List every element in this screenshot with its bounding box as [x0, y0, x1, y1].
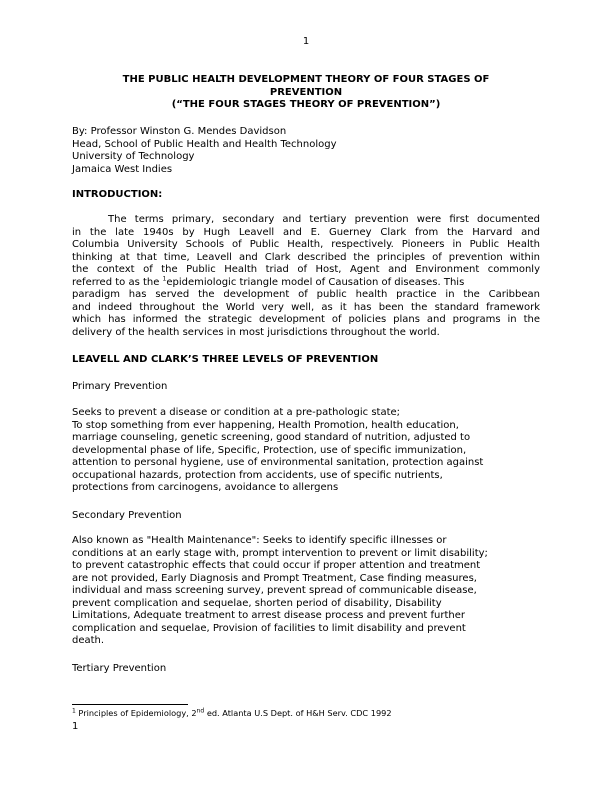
introduction-heading: INTRODUCTION:: [72, 189, 163, 200]
intro-line: in the late 1940s by Hugh Leavell and E. Guerney Clark from the Harvard and: [72, 226, 540, 238]
secondary-line: to prevent catastrophic effects that could occur if proper attention and treatment: [72, 560, 481, 571]
document-title: [90, 74, 522, 112]
title-line-3: (“THE FOUR STAGES THEORY OF PREVENTION”): [171, 99, 441, 110]
intro-line: the context of the Public Health triad of Host, Agent and Environment commonly: [72, 264, 540, 275]
secondary-line: complication and sequelae, Provision of facilities to limit disability and prevent: [72, 622, 466, 634]
secondary-prevention-paragraph: [72, 535, 540, 648]
footnote-text-b: ed. Atlanta U.S Dept. of H&H Serv. CDC 1992: [204, 708, 392, 718]
page-number-bottom: 1: [72, 721, 79, 732]
secondary-line: conditions at an early stage with, prompt intervention to prevent or limit disability;: [72, 547, 488, 559]
intro-line: and indeed throughout the World very well, as it has been the standard framework: [72, 301, 540, 313]
title-line-2: PREVENTION: [269, 86, 343, 98]
secondary-line: death.: [72, 635, 105, 646]
primary-line: To stop something from ever happening, Health Promotion, health education,: [72, 419, 459, 431]
intro-line: The terms primary, secondary and tertiary prevention were first documented: [108, 214, 540, 225]
intro-line-rest: epidemiologic triangle model of Causation of diseases. This: [166, 276, 465, 288]
primary-line: protections from carcinogens, avoidance to allergens: [72, 482, 339, 493]
levels-heading: LEAVELL AND CLARK’S THREE LEVELS OF PREVENTION: [72, 354, 379, 365]
author-location: Jamaica West Indies: [72, 163, 173, 175]
introduction-paragraph: [72, 214, 540, 339]
intro-line: thinking at that time, Leavell and Clark described the principles of prevention within: [72, 251, 540, 263]
secondary-line: prevent complication and sequelae, shorten period of disability, Disability: [72, 597, 442, 609]
secondary-line: individual and mass screening survey, prevent spread of communicable disease,: [72, 585, 477, 596]
author-position: Head, School of Public Health and Health Technology: [72, 138, 337, 150]
primary-prevention-paragraph: [72, 407, 540, 495]
intro-line: paradigm has served the development of public health practice in the Caribbean: [72, 289, 540, 300]
secondary-prevention-label: Secondary Prevention: [72, 510, 182, 521]
primary-line: Seeks to prevent a disease or condition at a pre-pathologic state;: [72, 407, 401, 418]
author-block: [72, 126, 337, 176]
intro-line: which has informed the strategic development of policies plans and programs in the: [72, 314, 540, 325]
secondary-line: Limitations, Adequate treatment to arrest disease process and prevent further: [72, 610, 465, 621]
footnote-text-a: Principles of Epidemiology, 2: [75, 708, 197, 718]
tertiary-prevention-label: Tertiary Prevention: [72, 663, 167, 674]
footnote-reference[interactable]: 1: [162, 275, 167, 283]
intro-line-prefix: referred to as the: [72, 276, 163, 288]
author-institution: University of Technology: [72, 151, 195, 162]
author-name: By: Professor Winston G. Mendes Davidson: [72, 126, 287, 137]
primary-prevention-label: Primary Prevention: [72, 381, 168, 392]
footnote-marker: 1: [72, 707, 76, 715]
intro-line: delivery of the health services in most jurisdictions throughout the world.: [72, 326, 440, 338]
footnote-ordinal: nd: [196, 707, 205, 715]
intro-line-with-ref: [72, 277, 540, 290]
primary-line: developmental phase of life, Specific, Protection, use of specific immunization,: [72, 444, 467, 456]
primary-line: marriage counseling, genetic screening, good standard of nutrition, adjusted to: [72, 432, 471, 443]
footnote: [72, 708, 392, 718]
intro-line: Columbia University Schools of Public Health, respectively. Pioneers in Public Health: [72, 239, 540, 250]
primary-line: occupational hazards, protection from accidents, use of specific nutrients,: [72, 469, 443, 481]
secondary-line: are not provided, Early Diagnosis and Prompt Treatment, Case finding measures,: [72, 572, 477, 584]
secondary-line: Also known as "Health Maintenance": Seeks to identify specific illnesses or: [72, 535, 447, 546]
primary-line: attention to personal hygiene, use of environmental sanitation, protection against: [72, 457, 484, 468]
title-line-1: THE PUBLIC HEALTH DEVELOPMENT THEORY OF FOUR STAGES OF: [122, 74, 490, 85]
footnote-separator: [72, 704, 188, 705]
page-number-top: 1: [302, 36, 310, 47]
